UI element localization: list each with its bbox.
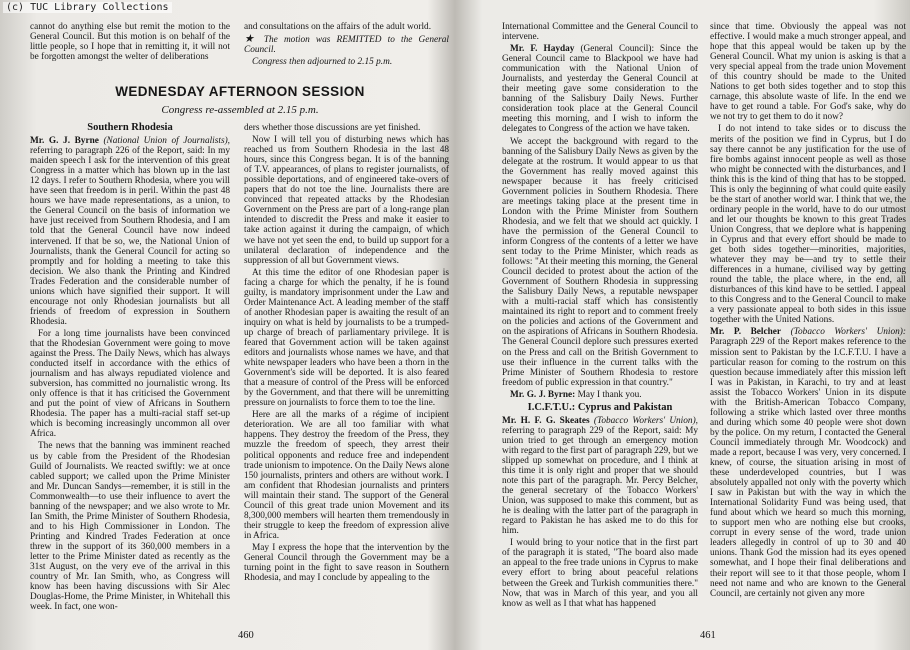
col2-p5: May I express the hope that the intervention by the General Council through the Government may be a turning point in the fight to save reason in Southern Rhodesia, and may I conclude by appealing to the <box>244 542 449 584</box>
byrne-reply-speaker: Mr. G. J. Byrne: <box>510 389 576 400</box>
right-column-1 <box>502 22 698 611</box>
belcher-union: (Tobacco Workers' Union): <box>790 327 906 338</box>
session-title: WEDNESDAY AFTERNOON SESSION <box>115 84 365 99</box>
belcher-speaker: Mr. P. Belcher <box>710 327 782 338</box>
col2-p1: ders whether those discussions are yet finished. <box>244 123 421 133</box>
hayday-speech <box>502 44 698 134</box>
skeates-speech-p1 <box>502 416 698 537</box>
left-column-1-body <box>30 120 230 614</box>
motion-remitted <box>244 34 449 55</box>
page-460 <box>30 22 450 632</box>
star-icon: ★ <box>244 33 258 46</box>
hayday-speech-p2: We accept the background with regard to the banning of the Salisbury Daily News as given by the delegate at the rostrum. It would appear to us that the Government has really moved against this newspaper because it has freely criticised Government policies in Southern Rhodesia. There are meetings taking place at the present time in London with the Prime Minister from Southern Rhodesia, and we felt that we should act quickly. I have the permission of the General Council to inform Congress of the contents of a letter we have sent today to the Prime Minister, which reads as follows: "At their meeting this morning, the General Council decided to protest about the action of the Government of Southern Rhodesia in suppressing the Salisbury Daily News, a reputable newspaper with a multi-racial staff which has consistently maintained its right to report and to comment freely on the policies and actions of the Government and on the aspirations of Africans in Southern Rhodesia. The General Council deplore such pressures exerted on the Press and call on the British Government to use their influence in the current talks with the Prime Minister of Southern Rhodesia to restore freedom of public expression in that country." <box>502 136 698 388</box>
section-heading-icftu: I.C.F.T.U.: Cyprus and Pakistan <box>527 401 673 413</box>
col2-p4: Here are all the marks of a régime of incipient deterioration. We are all too familiar with what happens. They destroy the freedom of the Press, they muzzle the freedom of speech, they arrest their political opponents and reduce free and independent trade unionism to impotence. On the Daily News alone 150 journalists, printers and others are without work. I am confident that Rhodesian journalists and printers will maintain their stand. The support of the General Council of this great trade union Movement and its 8,300,000 members will hearten them tremendously in their struggle to keep the freedom of expression alive in Africa. <box>244 410 449 541</box>
speaker-name: Mr. G. J. Byrne <box>30 136 99 147</box>
hayday-speaker: Mr. F. Hayday <box>510 44 575 55</box>
hayday-text: (General Council): Since the General Council came to Blackpool we have had communication with the National Union of Journalists, and yesterday the General Council at their meeting gave some consideration to the banning of the Salisbury Daily News. Further consideration took place at the General Council meeting this morning, and I wish to inform the delegates to Congress of the action we have taken. <box>502 44 699 135</box>
byrne-speech-p2: For a long time journalists have been convinced that the Rhodesian Government were going to move against the Press. The Daily News, which has always conducted itself in accordance with the ethics of journalism and has always repudiated violence and subversion, has committed no journalistic wrong. Its only offence is that it has criticised the Government and put the point of view of Africans in Southern Rhodesia. The paper has a multi-racial staff set-up which is becoming increasingly uncommon all over Africa. <box>30 328 230 440</box>
byrne-speech-text: referring to paragraph 226 of the Report, said: In my maiden speech I ask for the intervention of this great Congress in a matter which has blown up in the last 12 days. I refer to Southern Rhodesia, where you will have seen that freedom is in peril. Within the past 48 hours we have made representations, as a union, to the General Council on the basis of information we have just received from Southern Rhodesia, and I am told that the General Council have now indeed intervened. If that be so, we, the National Union of Journalists, thank the General Council for acting so promptly and for holding a meeting to take this decision. We also thank the Printing and Kindred Trades Federation and the considerable number of unions which have signified their support. It will encourage not only Rhodesian journalists but all friends of freedom of expression in Southern Rhodesia. <box>30 146 230 327</box>
byrne-reply <box>502 390 698 400</box>
skeates-text: referring to paragraph 229 of the Report, said: My union tried to get through an emergency motion with regard to the first part of paragraph 229, but we slipped up somewhat on procedure, and I think at this time it is only right and proper that we should note this part of the paragraph. Mr. Percy Belcher, the general secretary of the Tobacco Workers' Union, was supposed to make this comment, but as he is dealing with the latter part of the paragraph in regard to Pakistan he has asked me to do this for him. <box>502 425 698 537</box>
skeates-cont-p1: since that time. Obviously the appeal was not effective. I would make a much stronger appeal, and hope that this appeal would be taken up by the General Council. What my union is asking is that a very special appeal from the trade union Movement of this country should be made to the United Nations to get both sides together and to stop this carnage, this absolute waste of life. In the end we have to get round a table. For God's sake, why do we not try to get them to do it now? <box>710 22 906 123</box>
col2-p2: Now I will tell you of disturbing news which has reached us from Southern Rhodesia in the last 48 hours, since this Congress began. It is of the banning of T.V. appearances, of plans to register journalists, of possible deportations, and of engineered take-overs of papers that do not toe the line. Journalists there are convinced that repeated attacks by the Rhodesian Government on the Press are part of a long-range plan intended to discredit the Press and make it easier to take action against it during the campaign, of which we have not yet seen the end, to build up support for a unilateral declaration of independence and the suppression of all but Government views. <box>244 135 449 266</box>
copyright-watermark: (c) TUC Library Collections <box>3 2 172 13</box>
intervene-line: International Committee and the General Council to intervene. <box>502 22 698 43</box>
section-heading-southern-rhodesia: Southern Rhodesia <box>87 122 173 133</box>
session-subtitle: Congress re-assembled at 2.15 p.m. <box>161 104 319 116</box>
byrne-reply-text: May I thank you. <box>577 389 642 400</box>
motion-remitted-text: The motion was REMITTED to the General Council. <box>244 35 449 56</box>
belcher-speech <box>710 327 906 598</box>
byrne-speech-p3: The news that the banning was imminent reached us by cable from the President of the Rhodesian Guild of Journalists. We reacted swiftly: we at once cabled support; we called upon the Prime Minister and Mr. Duncan Sandys—remember, it is still in the Commonwealth—to use their influence to avert the banning of the newspaper; and we also wrote to Mr. Ian Smith, the Prime Minister of Southern Rhodesia, and to his High Commissioner in London. The Printing and Kindred Trades Federation at once threw in the support of its 360,000 members in a letter to the Prime Minister dated as recently as the 31st August, on the very eve of the arrival in this country of Mr. Ian Smith, who, as Congress will know has been having discussions with Sir Alec Douglas-Home, the Prime Minister, in Whitehall this week. In fact, one won- <box>30 441 230 613</box>
col1-top-paragraph: cannot do anything else but remit the motion to the General Council. But this motion is on behalf of the little people, so I hope that in remitting it, it will not be forgotten amongst the welter of deliberations <box>30 22 230 63</box>
skeates-speech-p2: I would bring to your notice that in the first part of the paragraph it is stated, "The board also made an appeal to the free trade unions in Cyprus to make every effort to bring about peaceful relations between the Greek and Turkish communities there." Now, that was in March of this year, and you all know as well as I that what has happened <box>502 538 698 609</box>
page-461 <box>502 22 906 632</box>
skeates-union: (Tobacco Workers' Union), <box>593 415 698 426</box>
page-number-left: 460 <box>238 630 254 641</box>
speaker-union: (National Union of Journalists), <box>103 136 230 147</box>
byrne-speech-p1 <box>30 136 230 327</box>
skeates-speaker: Mr. H. F. G. Skeates <box>502 415 590 426</box>
adjourned-note: Congress then adjourned to 2.15 p.m. <box>252 57 393 68</box>
left-column-2 <box>244 22 449 69</box>
right-column-2 <box>710 22 906 601</box>
col2-p3: At this time the editor of one Rhodesian paper is facing a charge for which the penalty, if he is found guilty, is mandatory imprisonment under the Law and Order Maintenance Act. A leading member of the staff of another Rhodesian paper is awaiting the result of an inquiry on what is held by journalists to be a trumped-up charge of breach of parliamentary privilege. It is feared that Government action will be taken against editors and journalists whose names we have, and that white newspaper leaders who have been a thorn in the Government's side will be deported. It is also feared that a measure of control of the Press will be enforced by the Government, and that there will be unremitting pressure on journalists to force them to toe the line. <box>244 267 449 409</box>
left-column-2-body <box>244 123 449 585</box>
skeates-cont-p2: I do not intend to take sides or to discuss the merits of the position we find in Cyprus, but I do say there cannot be any justification for the use of fire bombs against innocent people as well as those who might be connected with the disturbances, and I think this is the kind of thing that has to be stopped. This is only the beginning of what could quite easily be the start of another world war. I think that we, the ordinary people in the world, have to do our utmost and let our thoughts be known to this great Trades Union Congress, that we deplore what is happening in Cyprus and that every effort should be made to get both sides together—minorities, majorities, whatever they may be—and try to settle their differences in a humane, civilised way by getting round the table, the place where, in the end, all disturbances of this kind have to be settled. I appeal to this Congress and to the General Council to make a very passionate appeal to both sides in this issue together with the United Nations. <box>710 124 906 326</box>
col2-top-paragraph: and consultations on the affairs of the adult world. <box>244 22 432 32</box>
left-column-1 <box>30 22 230 64</box>
page-number-right: 461 <box>700 630 716 641</box>
belcher-text: Paragraph 229 of the Report makes reference to the mission sent to Pakistan by the I.C.F.T.U. I have a particular reason for coming to the rostrum on this question because immediately after this mission left I was in Pakistan, in Karachi, to try and at least assist the Tobacco Workers' Union in its dispute with the British-American Tobacco Company, following a strike which lasted over three months and during which some 40 people were shot down by the police. On my return, I contacted the General Council immediately through Mr. Woodcock) and made a report, because I was very, very concerned. I knew, of course, the situation arising in most of these underdeveloped countries, but I was absolutely appalled not only with the poverty which I saw in Pakistan but with the way in which the International Solidarity Fund was being used, that fund about which we heard so much this morning, to support men who are nothing else but crooks, corrupt in every sense of the word, trade union leaders allegedly in control of up to 30 and 40 unions. Thank God the mission had its eyes opened somewhat, and I hope their final deliberations and their report will see to it that those people, whom I need not name and who are known to the General Council, are certainly not given any more <box>710 337 906 599</box>
